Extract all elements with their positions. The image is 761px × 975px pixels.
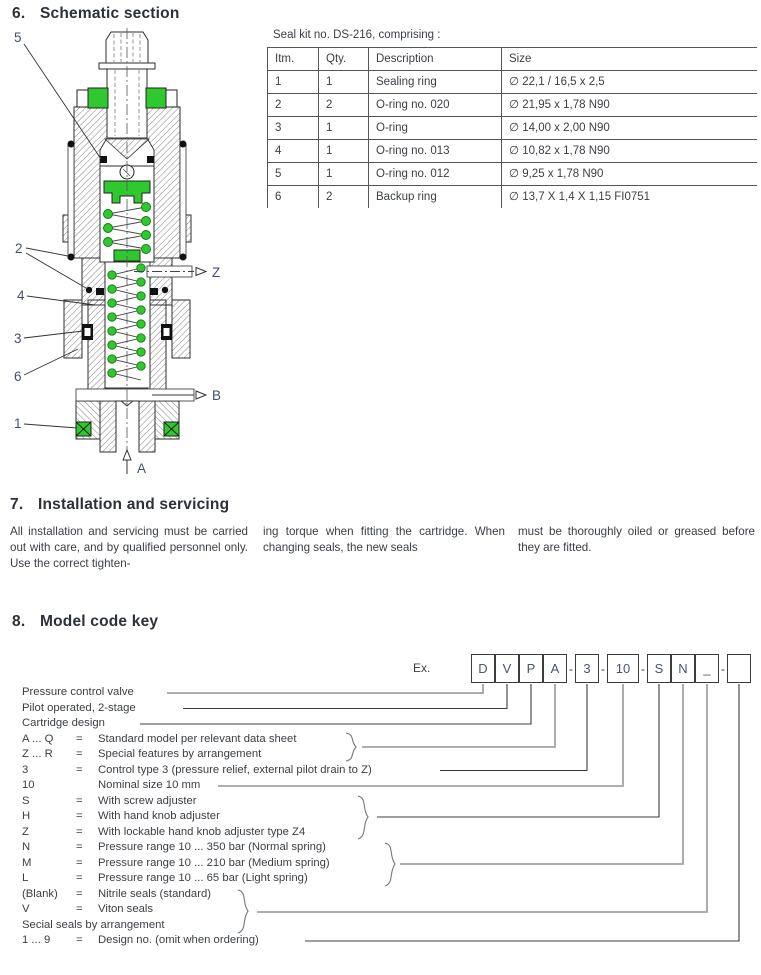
code-box-n: N [671,654,695,683]
code-separator: - [721,661,725,676]
table-cell: O-ring no. 013 [368,139,501,162]
section7-number: 7. [10,496,24,513]
section8-heading [12,613,158,631]
table-cell: ∅ 13,7 X 1,4 X 1,15 FI0751 [501,185,757,208]
key-row: Z = With lockable hand knob adjuster type Z4 [22,825,306,838]
table-cell: 5 [268,162,318,185]
section6-number: 6. [12,5,26,22]
section6-title: Schematic section [40,5,180,22]
table-cell: Sealing ring [368,70,501,93]
oring-013-right [150,288,158,295]
code-box-s: S [647,654,671,683]
table-cell: 2 [318,185,368,208]
body-text-column: ing torque when fitting the cartridge. When changing seals, the new seals [263,525,505,554]
oring-013-left [96,288,104,295]
key-row: M = Pressure range 10 ... 210 bar (Medium spring) [22,856,330,869]
table-cell: 3 [268,116,318,139]
sealing-ring [76,422,179,436]
code-box-p: P [519,654,543,683]
seal-kit-caption: Seal kit no. DS-216, comprising : [273,29,441,41]
key-row: S = With screw adjuster [22,794,197,807]
code-box-a: A [543,654,567,683]
col-header: Description [368,47,501,70]
code-separator: - [641,661,645,676]
col-header: Size [501,47,757,70]
section8-title: Model code key [40,613,159,630]
table-cell: 2 [268,93,318,116]
body-text-column: must be thoroughly oiled or greased before they are fitted. [518,525,755,554]
code-box-seal: _ [695,654,719,683]
key-row: 10 Nominal size 10 mm [22,779,201,791]
key-row: Cartridge design [22,717,105,729]
code-separator: - [569,661,573,676]
code-box-3: 3 [575,654,599,683]
svg-text:B: B [212,388,222,403]
col-header: Itm. [268,47,318,70]
table-cell: ∅ 9,25 x 1,78 N90 [501,162,757,185]
svg-text:4: 4 [17,288,25,303]
sleeve-left [68,145,74,258]
table-cell: ∅ 21,95 x 1,78 N90 [501,93,757,116]
svg-text:A: A [137,461,147,476]
inlet-bore [116,401,139,448]
key-row: Secial seals by arrangement [22,918,165,931]
table-cell: 4 [268,139,318,162]
section7-title: Installation and servicing [38,496,230,513]
key-row: A ... Q = Standard model per relevant data sheet [22,732,297,745]
key-row: Z ... R = Special features by arrangement [22,748,262,760]
key-row: Pressure control valve [22,686,134,698]
code-box-design [727,654,751,683]
oring-012-left [100,156,107,163]
table-cell: Backup ring [368,185,501,208]
key-row: V = Viton seals [22,903,154,915]
example-label: Ex. [413,661,431,675]
body-text-column: All installation and servicing must be carried out with care, and by qualified personnel only. Use the correct tighten- [10,525,248,570]
svg-text:2: 2 [15,241,23,256]
svg-text:1: 1 [14,416,22,431]
callout-numbers [14,30,25,431]
section6-heading [12,5,180,23]
key-row: 1 ... 9 = Design no. (omit when ordering) [22,934,259,946]
col-header: Qty. [318,47,368,70]
table-cell: 1 [318,139,368,162]
code-box-d: D [471,654,495,683]
oring-012-right [147,156,154,163]
table-cell: 1 [318,70,368,93]
valve-cross-section-diagram [8,26,258,488]
table-cell: 1 [318,162,368,185]
table-cell: ∅ 14,00 x 2,00 N90 [501,116,757,139]
table-cell: 2 [318,93,368,116]
table-cell: O-ring no. 020 [368,93,501,116]
table-cell: 1 [268,70,318,93]
key-row: N = Pressure range 10 ... 350 bar (Normal spring) [22,841,326,853]
table-cell: O-ring no. 012 [368,162,501,185]
key-row: H = With hand knob adjuster [22,810,220,822]
table-cell: ∅ 10,82 x 1,78 N90 [501,139,757,162]
table-cell: 6 [268,185,318,208]
key-row: (Blank) = Nitrile seals (standard) [22,887,212,900]
sleeve-right [180,145,186,258]
key-row: 3 = Control type 3 (pressure relief, external pilot drain to Z) [22,763,372,776]
table-cell: O-ring [368,116,501,139]
code-box-10: 10 [607,654,639,683]
code-box-v: V [495,654,519,683]
svg-text:5: 5 [14,30,22,45]
key-row: L = Pressure range 10 ... 65 bar (Light spring) [22,872,308,884]
seal-kit-table [267,47,757,208]
section8-number: 8. [12,613,26,630]
table-cell: ∅ 22,1 / 16,5 x 2,5 [501,70,757,93]
svg-text:Z: Z [212,265,221,280]
table-cell: 1 [318,116,368,139]
svg-text:6: 6 [14,369,22,384]
key-row: Pilot operated, 2-stage [22,701,136,714]
model-code-boxes [471,654,751,683]
port-a-arrow [123,450,146,476]
section7-heading [10,496,229,514]
svg-text:3: 3 [14,331,22,346]
code-separator: - [601,661,605,676]
